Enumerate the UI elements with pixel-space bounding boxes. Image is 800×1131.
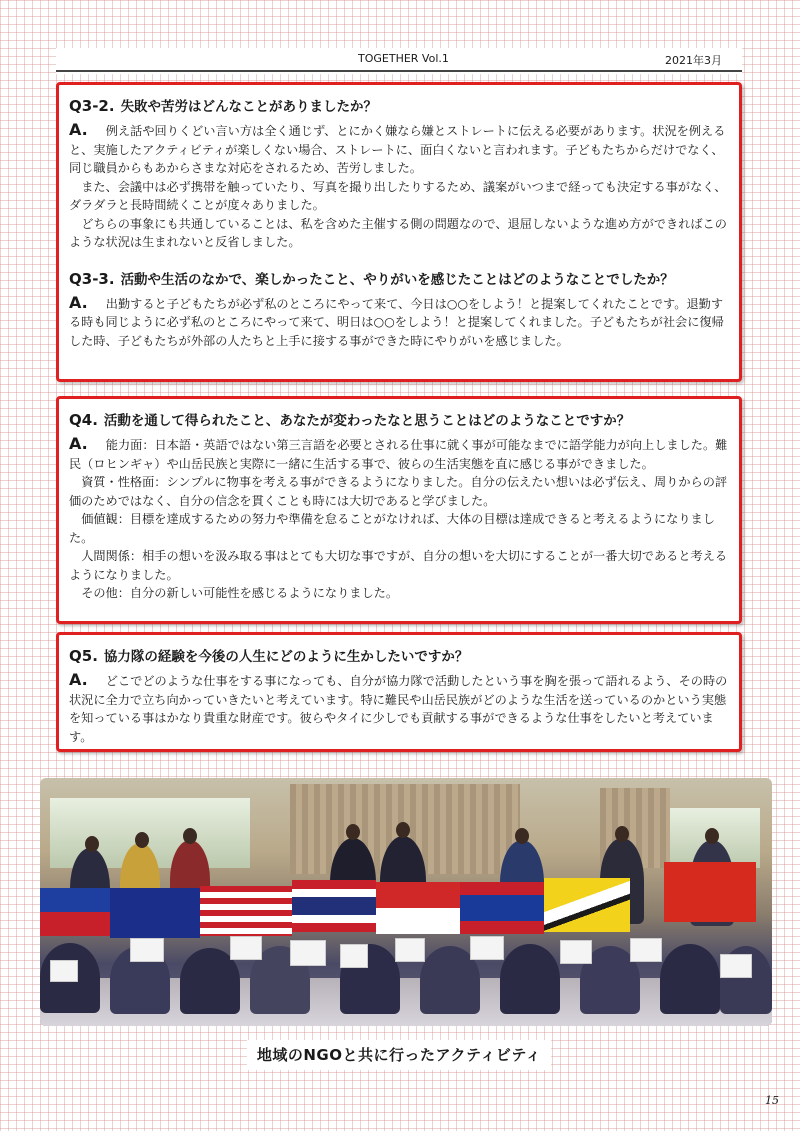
question-number: Q3-3. bbox=[69, 269, 115, 288]
paper-sign bbox=[230, 936, 262, 960]
answer-label: A. bbox=[69, 670, 88, 689]
answer-label: A. bbox=[69, 434, 88, 453]
paper-sign bbox=[470, 936, 504, 960]
answer-label: A. bbox=[69, 292, 88, 312]
question-q5 bbox=[69, 645, 729, 665]
paper-sign bbox=[560, 940, 592, 964]
paper-sign bbox=[340, 944, 368, 968]
question-q3-2 bbox=[69, 95, 729, 115]
paper-sign bbox=[630, 938, 662, 962]
flag-vietnam bbox=[664, 862, 756, 922]
answer-text: 例え話や回りくどい言い方は全く通じず、とにかく嫌なら嫌とストレートに伝える必要があります。状況を例えると、実施したアクティビティが楽しくない場合、ストレートに、面白くないと言われます。子どもたちからだけでなく、同じ職員からもあからさまな対応をされるため、苦労しました。 bbox=[69, 124, 726, 175]
question-text: 失敗や苦労はどんなことがありましたか？ bbox=[120, 99, 378, 115]
question-text: 協力隊の経験を今後の人生にどのように生かしたいですか？ bbox=[103, 649, 469, 665]
header-rule bbox=[56, 70, 742, 72]
person bbox=[500, 944, 560, 1014]
flag-thailand bbox=[292, 880, 376, 932]
question-q3-3 bbox=[69, 268, 729, 288]
newsletter-title: TOGETHER Vol.1 bbox=[358, 52, 449, 65]
answer-q3-3 bbox=[69, 294, 729, 351]
flag-laos bbox=[460, 882, 544, 934]
group-photo bbox=[40, 778, 772, 1026]
answer-q4 bbox=[69, 435, 729, 473]
answer-text: 出勤すると子どもたちが必ず私のところにやって来て、今日は○○をしよう！と提案してくれたことです。退勤する時も同じように必ず私のところにやって来て、明日は○○をしよう！と提案してくれました。子どもたちが社会に復帰した時、子どもたちが外部の人たちと上手に接する事ができた時にやりがいを感じました。 bbox=[69, 296, 724, 348]
person bbox=[660, 944, 720, 1014]
qa-box-q4 bbox=[56, 396, 742, 624]
paper-sign bbox=[50, 960, 78, 982]
question-number: Q4. bbox=[69, 411, 98, 429]
answer-q3-2 bbox=[69, 121, 729, 178]
answer-paragraph: その他：自分の新しい可能性を感じるようになりました。 bbox=[81, 586, 399, 600]
question-text: 活動を通して得られたこと、あなたが変わったなと思うことはどのようなことですか？ bbox=[103, 413, 631, 429]
answer-text: 能力面：日本語・英語ではない第三言語を必要とされる仕事に就く事が可能なまでに語学能力が向上しました。難民（ロヒンギャ）や山岳民族と実際に一緒に生活する事で、彼らの生活実態を直に感じる事ができました。 bbox=[69, 438, 728, 471]
paper-sign bbox=[720, 954, 752, 978]
question-q4 bbox=[69, 409, 729, 429]
answer-paragraph: 人間関係：相手の想いを汲み取る事はとても大切な事ですが、自分の想いを大切にすることが一番大切であると考えるようになりました。 bbox=[69, 549, 728, 582]
page-number: 15 bbox=[765, 1094, 779, 1107]
photo-caption: 地域のNGOと共に行ったアクティビティ bbox=[256, 1046, 542, 1064]
qa-box-q5 bbox=[56, 632, 742, 752]
paper-sign bbox=[395, 938, 425, 962]
answer-q5 bbox=[69, 671, 729, 746]
answer-paragraph: 資質・性格面：シンプルに物事を考える事ができるようになりました。自分の伝えたい想いは必ず伝え、周りからの評価のためではなく、自分の信念を貫くことも時には大切であると学びました。 bbox=[69, 475, 728, 508]
qa-box-q3 bbox=[56, 82, 742, 382]
flag-indonesia bbox=[376, 882, 460, 934]
flag-brunei bbox=[544, 878, 630, 932]
question-number: Q3-2. bbox=[69, 97, 115, 115]
answer-text: どこでどのような仕事をする事になっても、自分が協力隊で活動したという事を胸を張って語れるよう、その時の状況に全力で立ち向かっていきたいと考えています。特に難民や山岳民族がどのような生活を送っているのかという実態を知っている事はかなり貴重な財産です。彼らやタイに少しでも貢献する事ができるような仕事をしたいと考えています。 bbox=[69, 674, 728, 744]
flag-malaysia bbox=[200, 886, 292, 936]
answer-paragraph: また、会議中は必ず携帯を触っていたり、写真を撮り出したりするため、議案がいつまで経っても決定する事がなく、ダラダラと長時間続くことが度々ありました。 bbox=[69, 179, 727, 212]
question-text: 活動や生活のなかで、楽しかったこと、やりがいを感じたことはどのようなことでしたか？ bbox=[120, 271, 674, 288]
flag-asean bbox=[110, 888, 200, 938]
answer-label: A. bbox=[69, 120, 88, 139]
question-number: Q5. bbox=[69, 647, 98, 665]
paper-sign bbox=[290, 940, 326, 966]
answer-paragraph: どちらの事象にも共通していることは、私を含めた主催する側の問題なので、退屈しないような進め方ができればこのような状況は生まれないと反省しました。 bbox=[69, 216, 727, 249]
answer-paragraph: 価値観：目標を達成するための努力や準備を怠ることがなければ、大体の目標は達成できると考えるようになりました。 bbox=[69, 512, 715, 545]
issue-date: 2021年3月 bbox=[665, 54, 722, 67]
flag-philippines bbox=[40, 888, 110, 936]
paper-sign bbox=[130, 938, 164, 962]
